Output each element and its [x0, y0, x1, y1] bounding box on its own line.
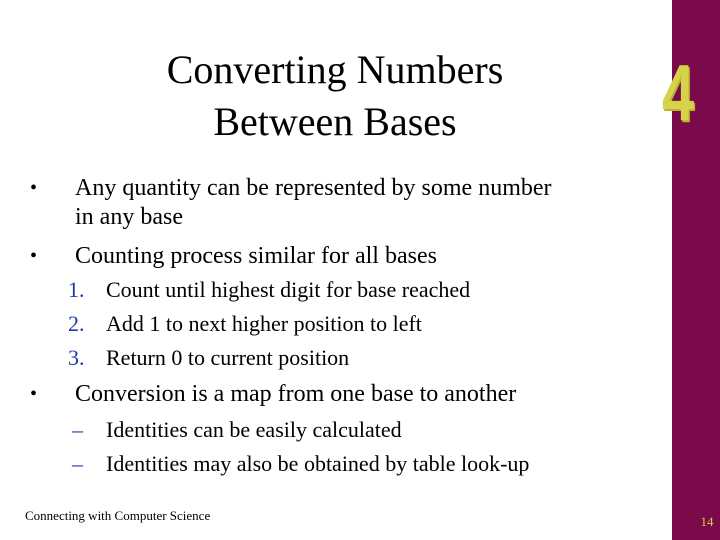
subitem-text: Identities may also be obtained by table look-up: [106, 451, 530, 476]
bullet-text: Conversion is a map from one base to another: [75, 381, 517, 407]
bullet-marker: •: [30, 245, 38, 267]
slide-title: [100, 44, 570, 148]
dash-marker: –: [72, 417, 83, 442]
bullet-text: Any quantity can be represented by some number: [75, 175, 552, 201]
subitem-number: 2.: [68, 311, 85, 336]
bullet-text: Counting process similar for all bases: [75, 243, 437, 269]
subitem-number: 1.: [68, 277, 85, 302]
subitem-text: Add 1 to next higher position to left: [106, 311, 422, 336]
title-line-2: Between Bases: [213, 99, 457, 144]
bullet-text: in any base: [75, 204, 183, 230]
bullet-marker: •: [30, 383, 38, 405]
page-number: 14: [700, 514, 714, 529]
title-line-1: Converting Numbers: [166, 47, 504, 92]
dash-marker: –: [72, 451, 83, 476]
subitem-text: Return 0 to current position: [106, 345, 350, 370]
subitem-number: 3.: [68, 345, 85, 370]
chapter-number: 4: [661, 48, 695, 137]
bullet-marker: •: [30, 177, 38, 199]
footer-text: Connecting with Computer Science: [25, 508, 211, 523]
subitem-text: Identities can be easily calculated: [106, 417, 402, 442]
subitem-text: Count until highest digit for base reached: [106, 277, 471, 302]
